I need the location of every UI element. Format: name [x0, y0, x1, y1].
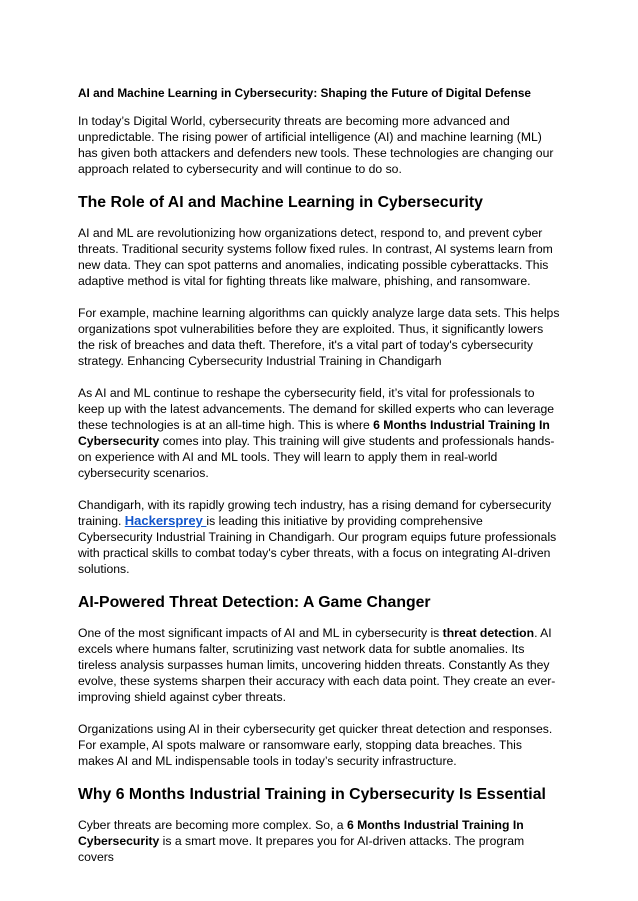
paragraph-role-3: [78, 385, 560, 481]
bold-threat-detection: threat detection: [442, 626, 535, 640]
paragraph-role-1: AI and ML are revolutionizing how organizations detect, respond to, and prevent cyber threats. Traditional security systems follow fixed rules. In contrast, AI systems learn from new data. They can spot patterns and anomalies, indicating possible cyberattacks. This adaptive method is vital for fighting threats like malware, phishing, and ransomware.: [78, 226, 553, 288]
text-span: is a smart move. It prepares you for AI-driven attacks. The program covers: [78, 834, 525, 864]
section-heading-why-training: Why 6 Months Industrial Training in Cybersecurity Is Essential: [78, 786, 546, 803]
paragraph-role-2: For example, machine learning algorithms can quickly analyze large data sets. This helps organizations spot vulnerabilities before they are exploited. Thus, it significantly lowers the risk of breaches and data theft. Therefore, it's a vital part of today's cybersecurity strategy. Enhancing Cybersecurity Industrial Training in Chandigarh: [78, 306, 560, 368]
hackersprey-link[interactable]: Hackersprey: [124, 513, 207, 528]
bold-training-name: 6 Months Industrial Training In Cybersecurity: [78, 818, 524, 848]
text-span: Chandigarh, with its rapidly growing tech industry, has a rising demand for cybersecurity training.: [78, 498, 552, 528]
text-span: is leading this initiative by providing comprehensive Cybersecurity Industrial Training in Chandigarh. Our program equips future professionals with practical skills to combat today's cyber threats, with a focus on integrating AI-driven solutions.: [78, 514, 557, 576]
text-span: Cyber threats are becoming more complex. So, a: [78, 818, 347, 832]
document-title: AI and Machine Learning in Cybersecurity: Shaping the Future of Digital Defense: [78, 86, 531, 100]
text-span: As AI and ML continue to reshape the cybersecurity field, it’s vital for professionals to keep up with the latest advancements. The demand for skilled experts who can leverage these technologies is at an all-time high. This is where: [78, 386, 555, 432]
section-heading-threat-detection: AI-Powered Threat Detection: A Game Changer: [78, 594, 431, 611]
bold-training-name: 6 Months Industrial Training In Cybersecurity: [78, 418, 550, 448]
section-heading-role-of-ai: The Role of AI and Machine Learning in Cybersecurity: [78, 194, 483, 211]
text-span: . AI excels where humans falter, scrutinizing vast network data for subtle anomalies. Its tireless analysis surpasses human limits, uncovering hidden threats. Constantly As they evolve, these systems sharpen their accuracy with each data point. They create an ever-improving shield against cyber threats.: [78, 626, 556, 704]
paragraph-role-4: [78, 497, 560, 577]
paragraph-threat-1: [78, 625, 560, 705]
text-span: One of the most significant impacts of AI and ML in cybersecurity is: [78, 626, 443, 640]
paragraph-threat-2: Organizations using AI in their cybersecurity get quicker threat detection and responses. For example, AI spots malware or ransomware early, stopping data breaches. This makes AI and ML indispensable tools in today’s security infrastructure.: [78, 722, 553, 768]
text-span: comes into play. This training will give students and professionals hands-on experience with AI and ML tools. They will learn to apply them in real-world cybersecurity scenarios.: [78, 434, 555, 480]
intro-paragraph: In today’s Digital World, cybersecurity threats are becoming more advanced and unpredictable. The rising power of artificial intelligence (AI) and machine learning (ML) has given both attackers and defenders new tools. These technologies are changing our approach related to cybersecurity and will continue to do so.: [78, 114, 554, 176]
paragraph-why-1: [78, 817, 560, 865]
document-page: [78, 86, 560, 881]
